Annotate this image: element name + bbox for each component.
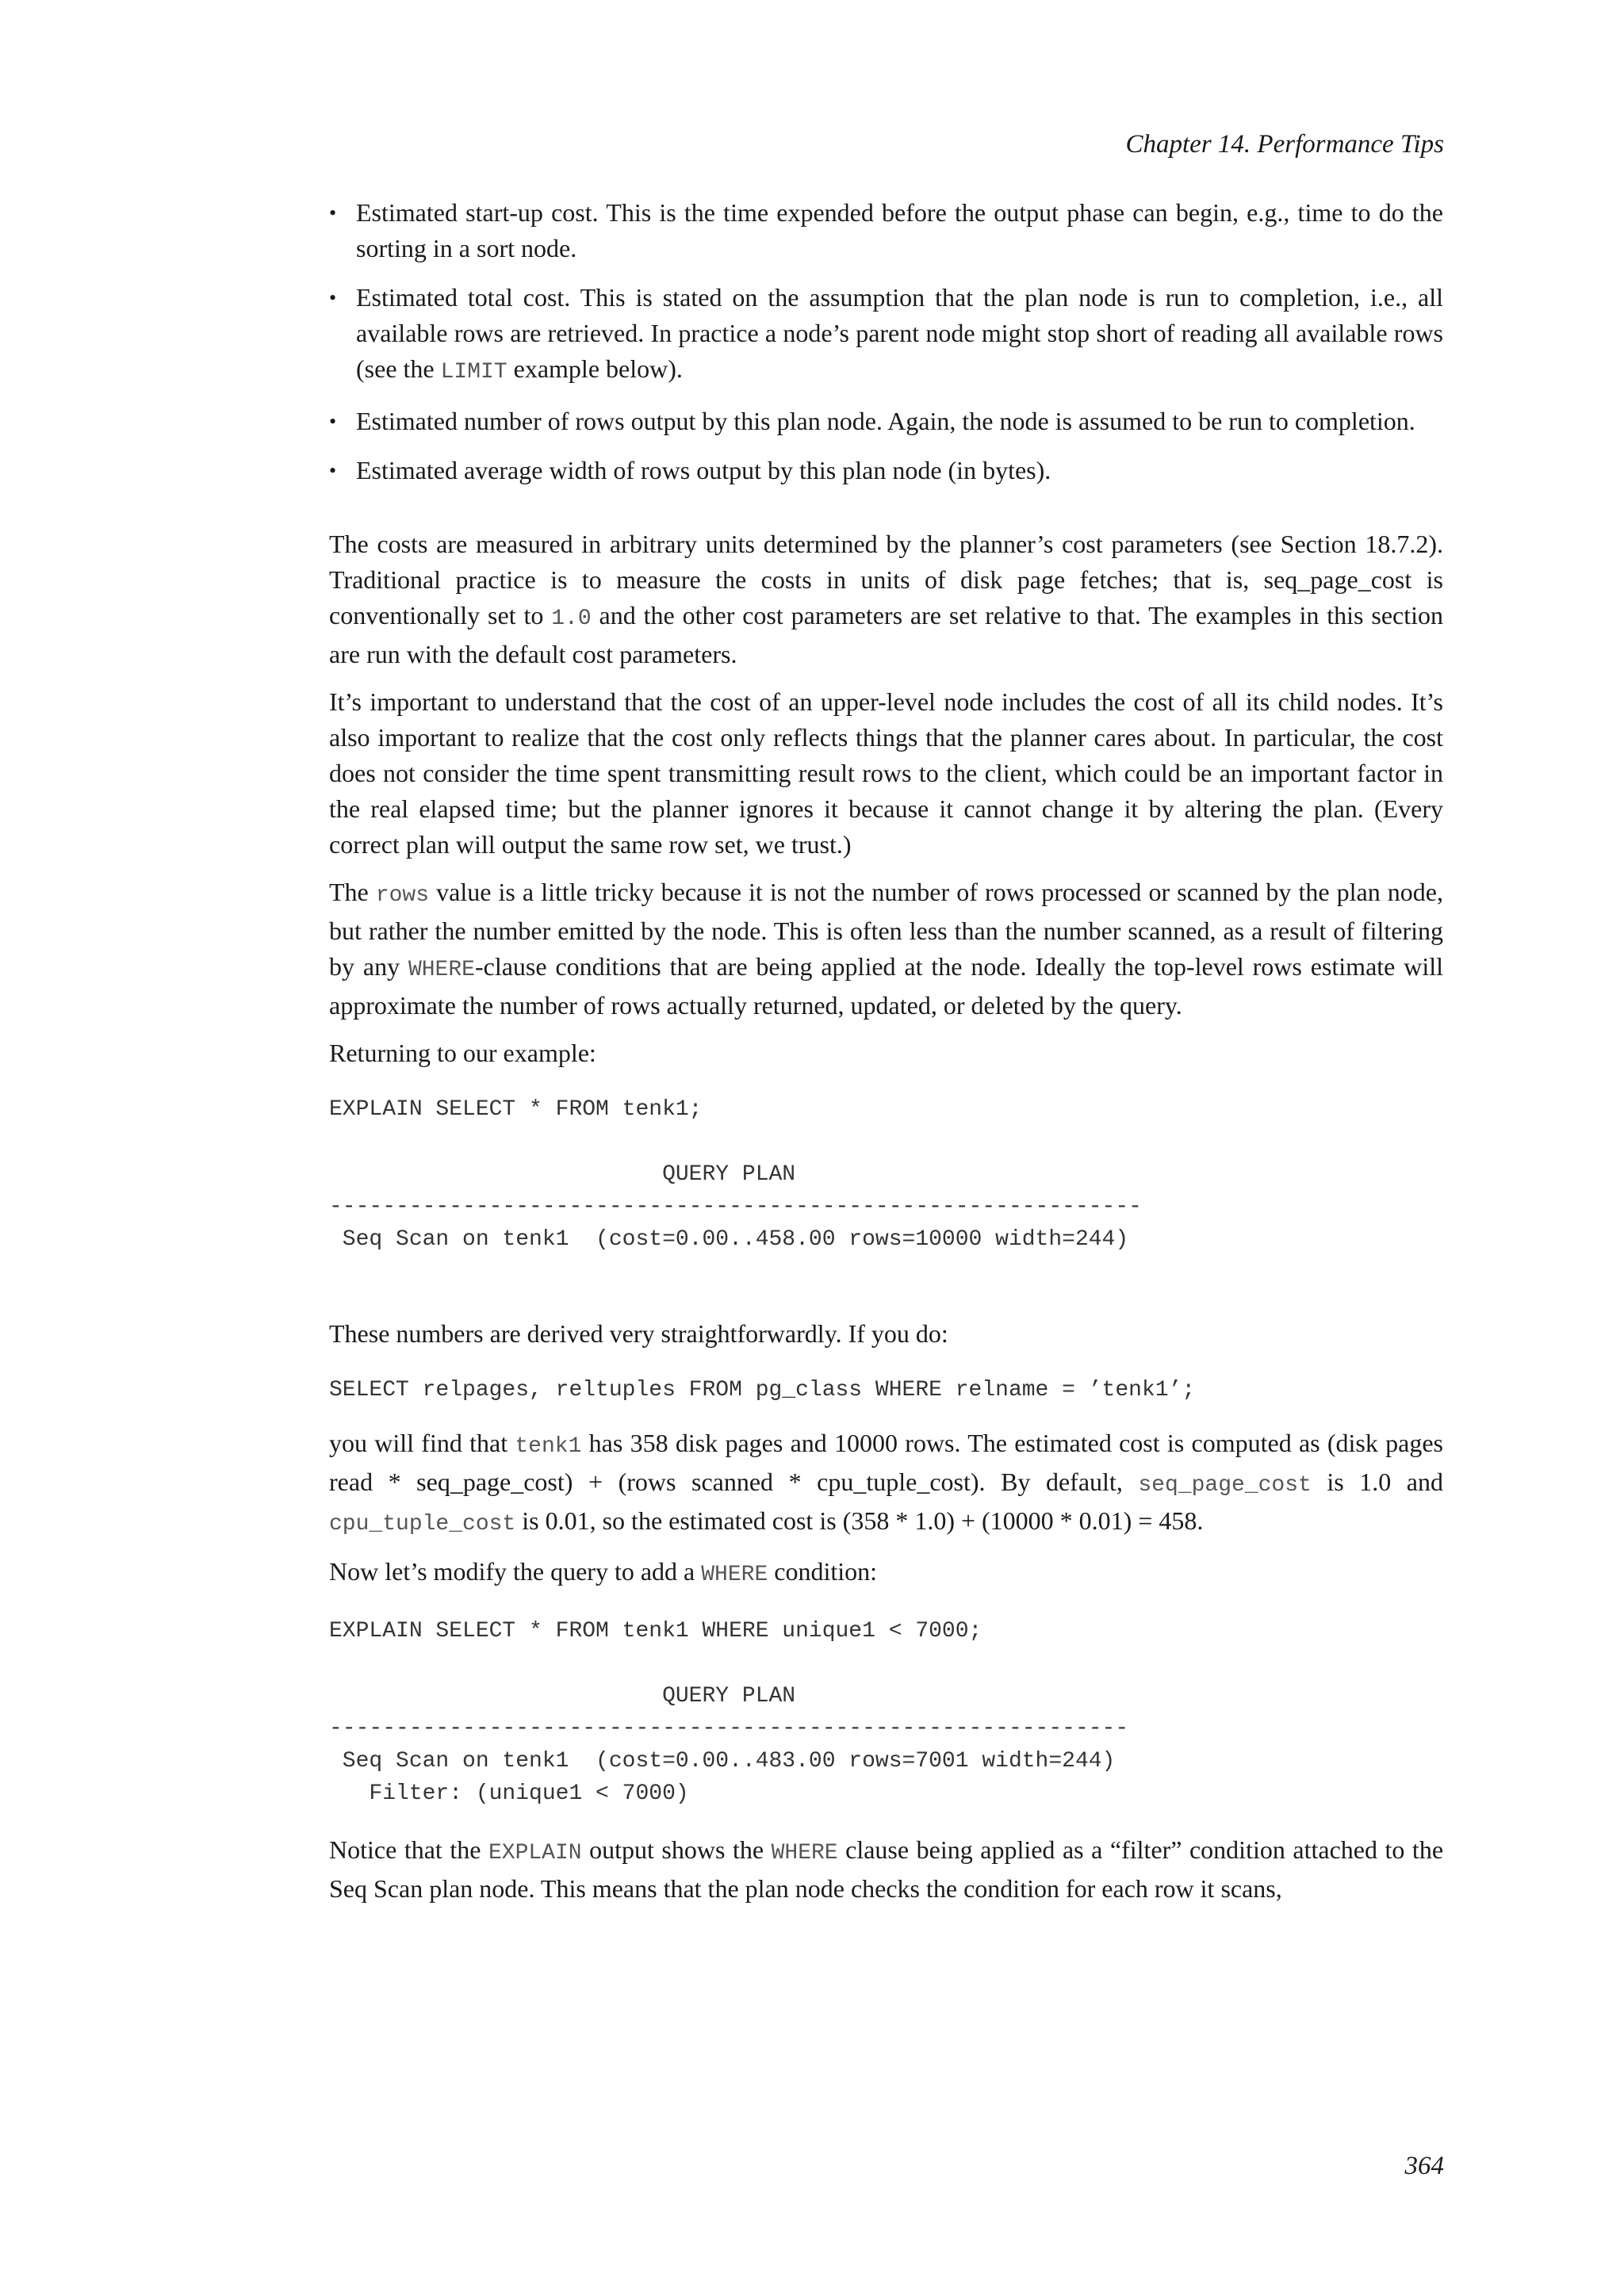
bullet-icon: •	[329, 286, 337, 309]
paragraph: Returning to our example:	[329, 1039, 596, 1067]
running-header: Chapter 14. Performance Tips	[1125, 130, 1444, 159]
code-block: SELECT relpages, reltuples FROM pg_class WHERE relname = ’tenk1’;	[329, 1378, 1196, 1402]
code-block: EXPLAIN SELECT * FROM tenk1; QUERY PLAN ------------------------------------------------------------- Seq Scan on tenk1 (cost=0.00..458.00 rows=10000 width=244)	[329, 1097, 1142, 1252]
paragraph: The costs are measured in arbitrary units determined by the planner’s cost parameters (see Section 18.7.2). Traditional practice is to measure the costs in units of disk page fetches; that is, seq_page_cost is conventionally set to 1.0 and the other cost parameters are set relative to that. The examples in this section are run with the default cost parameters.	[329, 530, 1444, 668]
page-number: 364	[1404, 2152, 1444, 2180]
inline-code: LIMIT	[440, 360, 508, 385]
inline-code: WHERE	[408, 958, 475, 982]
bullet-icon: •	[329, 459, 337, 482]
inline-code: rows	[375, 883, 430, 908]
paragraph: It’s important to understand that the cost of an upper-level node includes the cost of all its child nodes. It’s also important to realize that the cost only reflects things that the planner cares about. In particular, the cost does not consider the time spent transmitting result rows to the client, which could be an important factor in the real elapsed time; but the planner ignores it because it cannot change it by altering the plan. (Every correct plan will output the same row set, we trust.)	[329, 687, 1443, 859]
list-item: • Estimated total cost. This is stated on the assumption that the plan node is run to completion, i.e., all available rows are retrieved. In practice a node’s parent node might stop short of reading all available rows (see the LIMIT example below).	[329, 280, 1443, 390]
page-body	[329, 195, 1443, 1907]
paragraph: Now let’s modify the query to add a WHERE condition:	[329, 1557, 878, 1587]
inline-code: WHERE	[771, 1841, 838, 1866]
cost-bullet-list	[329, 195, 1443, 488]
list-item: • Estimated start-up cost. This is the time expended before the output phase can begin, e.g., time to do the sorting in a sort node.	[329, 195, 1443, 266]
inline-code: 1.0	[551, 607, 592, 631]
inline-code: tenk1	[515, 1434, 582, 1459]
inline-code: seq_page_cost	[1138, 1473, 1312, 1498]
paragraph: you will find that tenk1 has 358 disk pages and 10000 rows. The estimated cost is computed as (disk pages read * seq_page_cost) + (rows scanned * cpu_tuple_cost). By default, seq_page_cost is 1.0 and cpu_tuple_cost is 0.01, so the estimated cost is (358 * 1.0) + (10000 * 0.01) = 458.	[329, 1429, 1444, 1536]
inline-code: EXPLAIN	[488, 1841, 582, 1866]
paragraph: These numbers are derived very straightforwardly. If you do:	[329, 1319, 948, 1348]
paragraph: The rows value is a little tricky because it is not the number of rows processed or scanned by the plan node, but rather the number emitted by the node. This is often less than the number scanned, as a result of filtering by any WHERE-clause conditions that are being applied at the node. Ideally the top-level rows estimate will approximate the number of rows actually returned, updated, or deleted by the query.	[329, 878, 1444, 1020]
bullet-icon: •	[329, 201, 337, 224]
list-item: • Estimated number of rows output by this plan node. Again, the node is assumed to be run to completion.	[329, 404, 1443, 439]
bullet-icon: •	[329, 410, 337, 433]
list-item: • Estimated average width of rows output by this plan node (in bytes).	[329, 453, 1443, 488]
code-block: EXPLAIN SELECT * FROM tenk1 WHERE unique1 < 7000; QUERY PLAN ------------------------------------------------------------ Seq Scan on tenk1 (cost=0.00..483.00 rows=7001 width=244) Filter: (unique1 < 7000)	[329, 1619, 1129, 1806]
inline-code: WHERE	[701, 1563, 768, 1587]
paragraph: Notice that the EXPLAIN output shows the WHERE clause being applied as a “filter” condition attached to the Seq Scan plan node. This means that the plan node checks the condition for each row it scans,	[329, 1835, 1444, 1903]
inline-code: cpu_tuple_cost	[329, 1512, 516, 1536]
